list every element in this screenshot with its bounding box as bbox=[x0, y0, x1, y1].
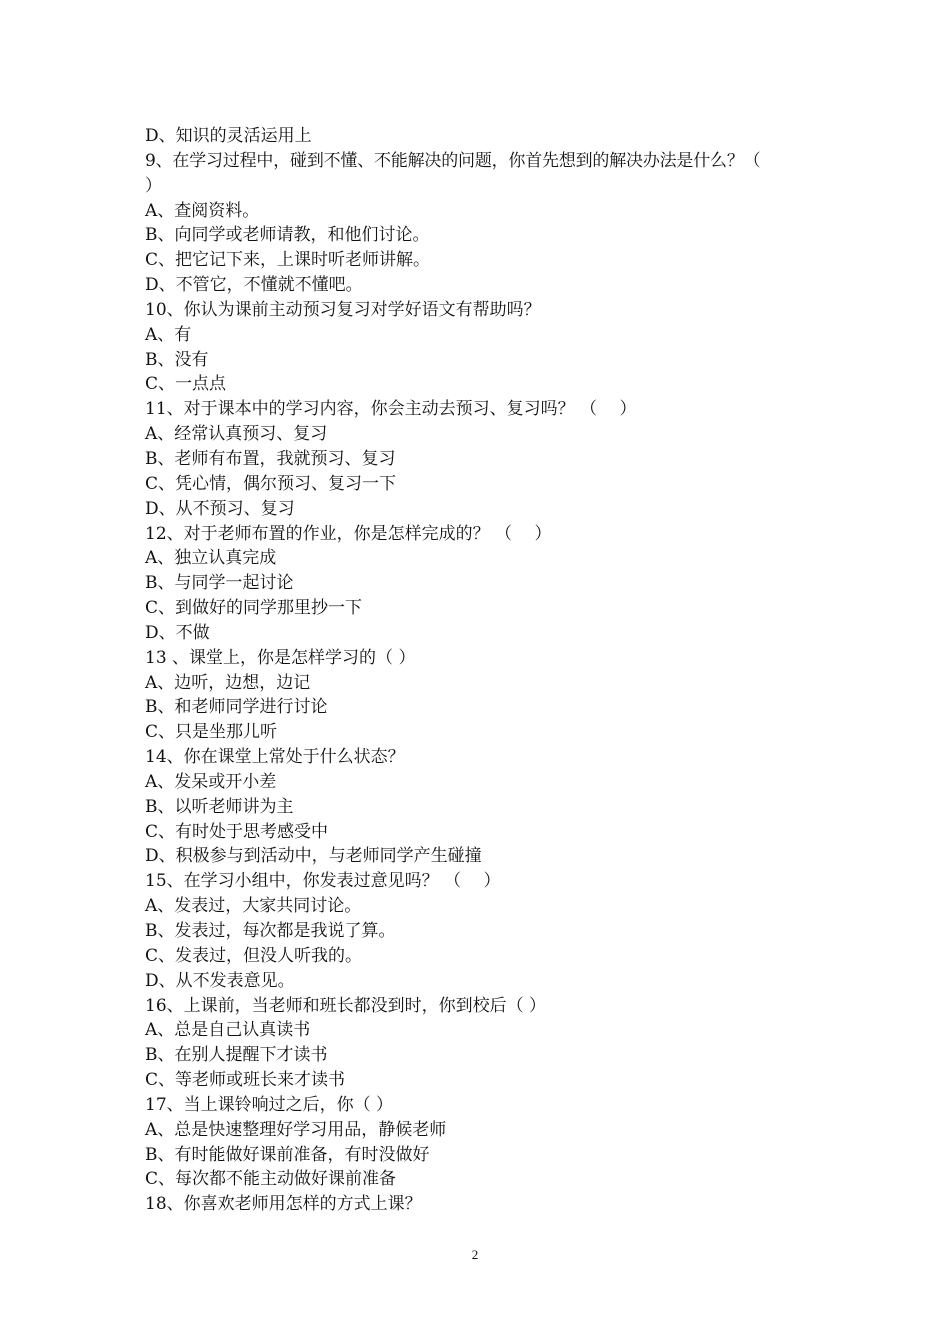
option-line: D、不管它，不懂就不懂吧。 bbox=[145, 275, 363, 296]
question-line: 9、在学习过程中，碰到不懂、不能解决的问题，你首先想到的解决办法是什么？（ bbox=[145, 150, 761, 171]
question-line: 14、你在课堂上常处于什么状态？ bbox=[145, 747, 405, 768]
document-body bbox=[145, 124, 815, 1217]
option-line: C、发表过，但没人听我的。 bbox=[145, 945, 363, 966]
option-line: A、查阅资料。 bbox=[145, 200, 260, 221]
question-line: 17、当上课铃响过之后，你（ ） bbox=[145, 1094, 394, 1115]
option-line: B、发表过，每次都是我说了算。 bbox=[145, 921, 396, 941]
option-line: D、不做 bbox=[145, 622, 210, 643]
question-line: 18、你喜欢老师用怎样的方式上课？ bbox=[145, 1194, 422, 1215]
option-line: D、从不发表意见。 bbox=[145, 970, 295, 991]
question-line: 15、在学习小组中，你发表过意见吗？ （ ） bbox=[145, 871, 501, 892]
option-line: A、总是自己认真读书 bbox=[145, 1020, 311, 1041]
option-line: C、凭心情，偶尔预习、复习一下 bbox=[145, 473, 397, 494]
option-line: B、在别人提醒下才读书 bbox=[145, 1045, 328, 1066]
option-line: B、以听老师讲为主 bbox=[145, 796, 294, 817]
option-line: D、知识的灵活运用上 bbox=[145, 126, 312, 146]
question-line: 11、对于课本中的学习内容，你会主动去预习、复习吗？ （ ） bbox=[145, 399, 637, 420]
option-line: D、从不预习、复习 bbox=[145, 498, 295, 519]
option-line: B、有时能做好课前准备，有时没做好 bbox=[145, 1144, 430, 1165]
question-line: 10、你认为课前主动预习复习对学好语文有帮助吗？ bbox=[145, 299, 541, 320]
option-line: C、有时处于思考感受中 bbox=[145, 821, 329, 842]
option-line: A、发呆或开小差 bbox=[145, 771, 277, 792]
option-line: C、把它记下来，上课时听老师讲解。 bbox=[145, 250, 431, 271]
option-line: D、积极参与到活动中，与老师同学产生碰撞 bbox=[145, 846, 482, 867]
option-line: A、经常认真预习、复习 bbox=[145, 424, 328, 445]
option-line: B、没有 bbox=[145, 349, 209, 370]
option-line: B、与同学一起讨论 bbox=[145, 573, 294, 594]
option-line: B、向同学或老师请教，和他们讨论。 bbox=[145, 225, 430, 246]
option-line: C、每次都不能主动做好课前准备 bbox=[145, 1169, 397, 1190]
option-line: A、发表过，大家共同讨论。 bbox=[145, 896, 362, 917]
question-line: 13 、课堂上，你是怎样学习的（ ） bbox=[145, 647, 416, 668]
question-line: 12、对于老师布置的作业，你是怎样完成的？ （ ） bbox=[145, 523, 552, 544]
question-line-continuation: ） bbox=[145, 175, 162, 196]
option-line: C、一点点 bbox=[145, 374, 227, 395]
option-line: C、到做好的同学那里抄一下 bbox=[145, 598, 363, 619]
option-line: C、只是坐那儿听 bbox=[145, 722, 278, 743]
option-line: B、和老师同学进行讨论 bbox=[145, 697, 328, 718]
option-line: A、总是快速整理好学习用品，静候老师 bbox=[145, 1119, 447, 1140]
option-line: B、老师有布置，我就预习、复习 bbox=[145, 448, 396, 469]
option-line: A、独立认真完成 bbox=[145, 548, 277, 569]
option-line: C、等老师或班长来才读书 bbox=[145, 1070, 346, 1091]
option-line: A、有 bbox=[145, 324, 192, 345]
page-number: 2 bbox=[471, 1247, 479, 1262]
question-line: 16、上课前，当老师和班长都没到时，你到校后（ ） bbox=[145, 995, 547, 1016]
option-line: A、边听，边想，边记 bbox=[145, 672, 311, 693]
